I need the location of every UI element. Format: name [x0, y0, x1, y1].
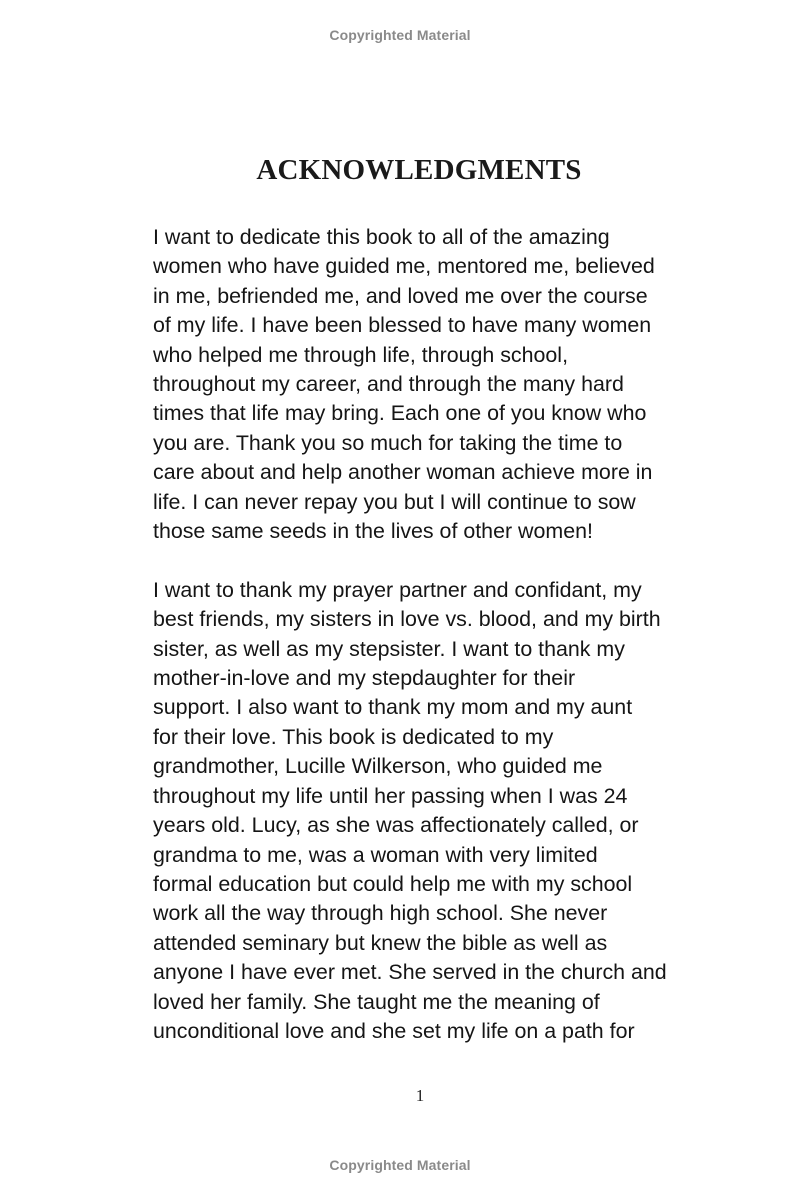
- text-line: you are. Thank you so much for taking the time to: [153, 430, 623, 455]
- text-line: mother-in-love and my stepdaughter for their: [153, 666, 576, 691]
- text-line: of my life. I have been blessed to have many women: [153, 313, 652, 338]
- text-line: throughout my life until her passing when I was 24: [153, 783, 628, 808]
- text-line: for their love. This book is dedicated to my: [153, 724, 554, 749]
- text-line: grandmother, Lucille Wilkerson, who guided me: [153, 754, 603, 779]
- text-line: I want to thank my prayer partner and confidant, my: [153, 577, 642, 602]
- text-line: those same seeds in the lives of other women!: [153, 519, 593, 544]
- text-line: care about and help another woman achieve more in: [153, 460, 653, 485]
- text-line: women who have guided me, mentored me, believed: [153, 254, 655, 279]
- text-line: best friends, my sisters in love vs. blood, and my birth: [153, 607, 661, 632]
- text-line: life. I can never repay you but I will continue to sow: [153, 489, 636, 514]
- text-line: formal education but could help me with my school: [153, 871, 633, 896]
- page-heading: ACKNOWLEDGMENTS: [256, 154, 582, 187]
- paragraph-dedication: [153, 223, 693, 546]
- text-line: times that life may bring. Each one of you know who: [153, 401, 647, 426]
- text-line: attended seminary but knew the bible as well as: [153, 930, 608, 955]
- paragraph-thanks: [153, 576, 693, 1047]
- text-line: loved her family. She taught me the meaning of: [153, 989, 600, 1014]
- copyright-watermark-top: Copyrighted Material: [329, 27, 471, 43]
- text-line: grandma to me, was a woman with very limited: [153, 842, 598, 867]
- text-line: anyone I have ever met. She served in the church and: [153, 960, 667, 985]
- page-number: 1: [415, 1086, 425, 1105]
- acknowledgments-body: [153, 223, 693, 1046]
- text-line: unconditional love and she set my life on a path for: [153, 1018, 635, 1043]
- text-line: throughout my career, and through the many hard: [153, 372, 624, 397]
- text-line: work all the way through high school. She never: [153, 901, 608, 926]
- text-line: who helped me through life, through school,: [153, 342, 569, 367]
- text-line: years old. Lucy, as she was affectionately called, or: [153, 813, 639, 838]
- text-line: in me, befriended me, and loved me over the course: [153, 283, 648, 308]
- copyright-watermark-bottom: Copyrighted Material: [329, 1157, 471, 1173]
- text-line: I want to dedicate this book to all of the amazing: [153, 225, 610, 249]
- text-line: sister, as well as my stepsister. I want to thank my: [153, 636, 625, 661]
- text-line: support. I also want to thank my mom and my aunt: [153, 695, 633, 720]
